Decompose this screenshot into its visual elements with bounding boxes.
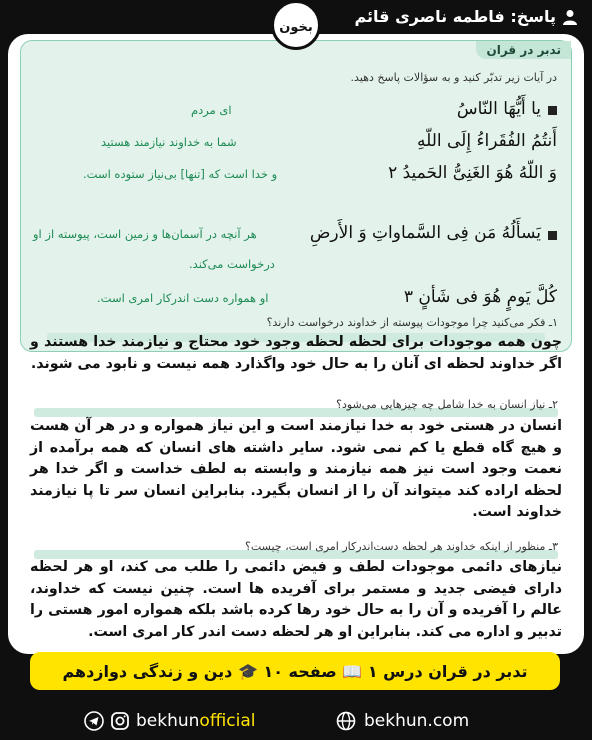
question-3: ۳ـ منظور از اینکه خداوند هر لحظه دست‌اندرکار امری است، چیست؟ bbox=[245, 540, 558, 553]
verse-arabic: وَ اللّهُ هُوَ الغَنِیُّ الحَمیدُ ۲ bbox=[388, 163, 557, 183]
answer-author-text: پاسخ: فاطمه ناصری قائم bbox=[354, 7, 556, 26]
website-text: bekhun.com bbox=[364, 711, 470, 731]
bekhun-logo bbox=[271, 0, 321, 50]
instructions: در آیات زیر تدبّر کنید و به سؤالات پاسخ دهید. bbox=[350, 71, 557, 84]
social-handle[interactable] bbox=[84, 711, 255, 731]
question-1: ۱ـ فکر می‌کنید چرا موجودات پیوسته از خداوند درخواست دارند؟ bbox=[266, 316, 558, 329]
handle-accent: official bbox=[199, 711, 256, 731]
handle-main: bekhun bbox=[136, 711, 200, 731]
verse-arabic: یَسأَلُهُ مَن فِی السَّماواتِ وَ الأَرضِ bbox=[309, 223, 541, 243]
footer bbox=[0, 703, 592, 740]
globe-icon bbox=[336, 711, 356, 731]
logo-mark bbox=[278, 11, 314, 39]
person-icon bbox=[562, 9, 578, 25]
website-link[interactable] bbox=[336, 711, 469, 731]
content-panel bbox=[8, 34, 584, 654]
verse-box bbox=[20, 40, 572, 352]
logo-text: بخون bbox=[279, 20, 313, 35]
instagram-icon[interactable] bbox=[110, 711, 130, 731]
lesson-banner bbox=[30, 652, 560, 690]
verse-translation: او همواره دست اندرکار امری است. bbox=[97, 291, 269, 305]
telegram-icon[interactable] bbox=[84, 711, 104, 731]
answer-2: انسان در هستی خود به خدا نیازمند است و این نیاز همواره و در هر آن هست و هیچ گاه قطع یا کم نمی شود. سایر داشته های انسان که همه برآمده از نعمت وجود است نیز همه نیازمند و وابسته به لطف خداست و اگر خدا هر لحظه اراده کند میتواند آن را از انسان بگیرد. بنابراین انسان سر تا پا نیازمند خداوند است. bbox=[30, 418, 562, 520]
lesson-banner-text: تدبر در قران درس ۱ 📖 صفحه ۱۰ 🎓 دین و زندگی دوازدهم bbox=[62, 661, 528, 681]
verse-arabic: أَنتُمُ الفُقَراءُ إِلَی اللّهِ bbox=[416, 131, 557, 151]
verse-translation: هر آنچه در آسمان‌ها و زمین است، پیوسته از او bbox=[33, 227, 257, 241]
verse-arabic: کُلَّ یَومٍ هُوَ فی شَأنٍ ۳ bbox=[403, 287, 557, 307]
verse-translation: شما به خداوند نیازمند هستید bbox=[101, 135, 237, 149]
verse-translation-cont: درخواست می‌کند. bbox=[189, 257, 275, 271]
verse-translation: ای مردم bbox=[191, 103, 232, 117]
section-tab: تدبر در قران bbox=[476, 41, 571, 59]
bullet-marker bbox=[548, 231, 557, 240]
bullet-marker bbox=[548, 106, 557, 115]
question-2: ۲ـ نیاز انسان به خدا شامل چه چیزهایی می‌شود؟ bbox=[336, 398, 558, 411]
verse-arabic: یا أَیُّهَا النّاسُ bbox=[456, 99, 541, 119]
answer-3: نیازهای دائمی موجودات لطف و فیض دائمی را طلب می کند، او هر لحظه دارای فیضی جدید و مستمر برای آفریده ها است. چنین نیست که خداوند، عالم را آفریده و آن را به حال خود رها کرده باشد بلکه همواره امور هستی را تدبیر و اداره می کند. بنابراین او هر لحظه دست اندر کار امری است. bbox=[30, 559, 562, 640]
answer-1: چون همه موجودات برای لحظه لحظه وجود خود محتاج و نیازمند خدا هستند و اگر خداوند لحظه ای آنان را به حال خود واگذارد همه نیست و نابود می شوند. bbox=[30, 334, 562, 372]
verse-translation: و خدا است که [تنها] بی‌نیاز ستوده است. bbox=[83, 167, 278, 181]
answer-author bbox=[354, 7, 578, 26]
